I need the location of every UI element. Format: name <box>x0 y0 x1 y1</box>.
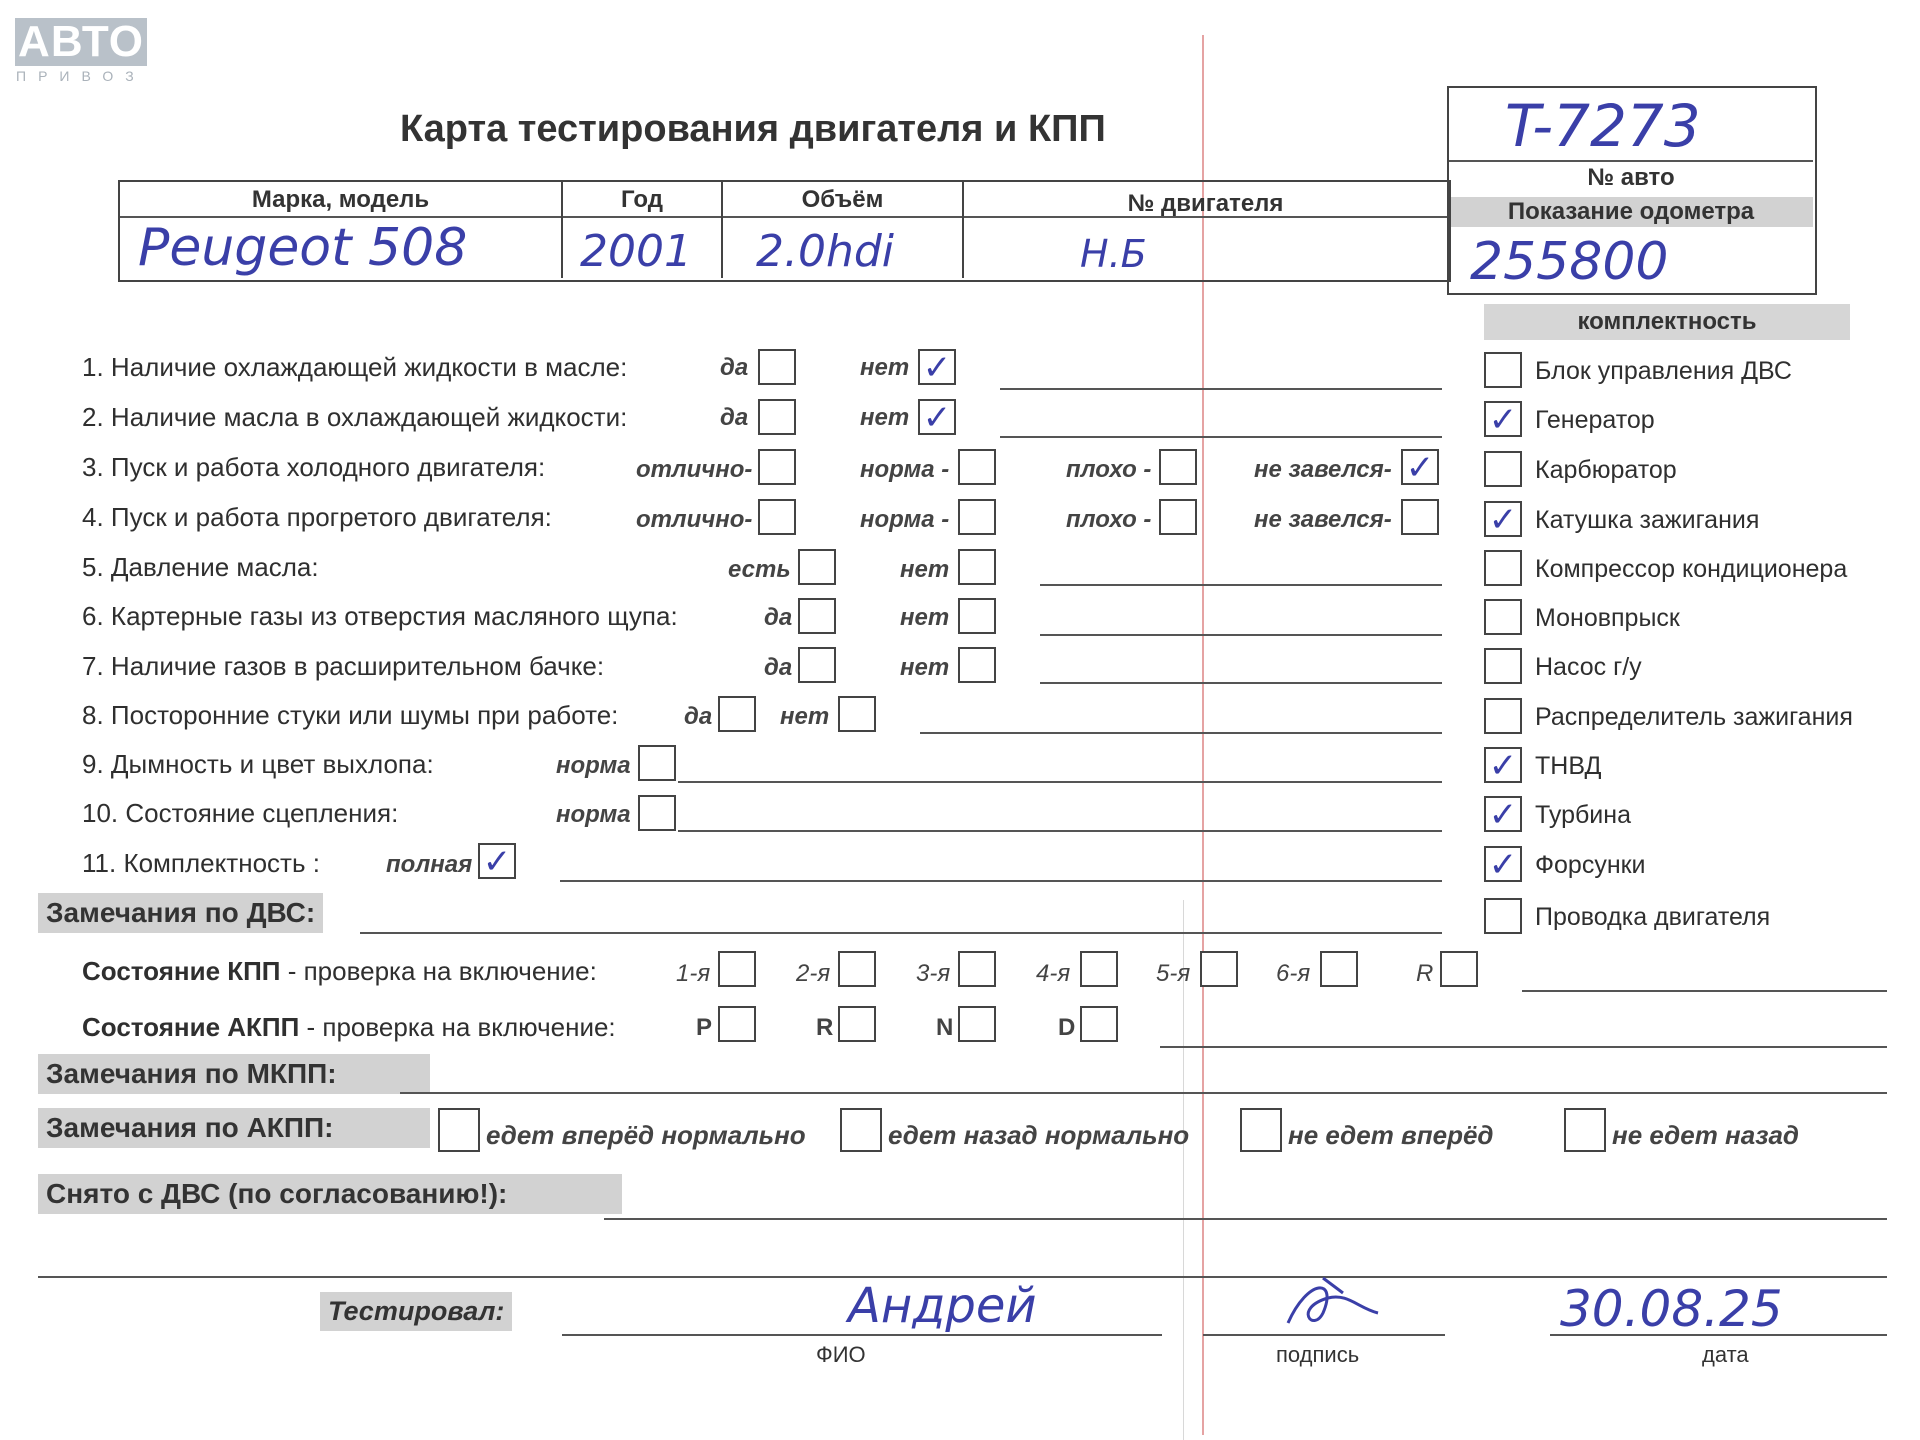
checkbox-auto-r[interactable] <box>838 1006 876 1042</box>
gear-label: D <box>1058 1014 1076 1041</box>
checkbox-completeness-8[interactable] <box>1484 698 1522 734</box>
option-normal: норма - <box>860 456 950 483</box>
checkbox-q8-yes[interactable] <box>718 696 756 732</box>
completeness-item: Генератор <box>1535 406 1655 434</box>
checkbox-q3-excellent[interactable] <box>758 449 796 485</box>
tested-by-label: Тестировал: <box>320 1292 512 1331</box>
checkbox-gear-5[interactable] <box>1200 951 1238 987</box>
checkbox-akpp-no-forward[interactable] <box>1240 1108 1282 1152</box>
checkbox-auto-n[interactable] <box>958 1006 996 1042</box>
completeness-item: Насос г/у <box>1535 653 1642 681</box>
option-yes: да <box>720 404 749 431</box>
option-norm: норма <box>556 752 631 779</box>
checkbox-q11-full[interactable]: ✓ <box>478 843 516 879</box>
completeness-item: Карбюратор <box>1535 456 1677 484</box>
divider <box>1449 160 1813 162</box>
answer-line <box>1000 436 1442 438</box>
logo: АВТО <box>15 18 147 66</box>
checkbox-q4-normal[interactable] <box>958 499 996 535</box>
completeness-item: Моновпрыск <box>1535 604 1680 632</box>
car-number-value: T-7273 <box>1505 92 1701 160</box>
question-8: 8. Посторонние стуки или шумы при работе: <box>82 700 619 730</box>
checkbox-auto-d[interactable] <box>1080 1006 1118 1042</box>
checkbox-q9-norm[interactable] <box>638 745 676 781</box>
odometer-value: 255800 <box>1470 232 1669 292</box>
completeness-item: Катушка зажигания <box>1535 506 1760 534</box>
option-no: нет <box>860 404 910 431</box>
remarks-akpp-label: Замечания по АКПП: <box>38 1108 430 1148</box>
checkbox-q7-yes[interactable] <box>798 647 836 683</box>
checkbox-completeness-12[interactable] <box>1484 898 1522 934</box>
completeness-item: Распределитель зажигания <box>1535 703 1853 731</box>
gear-label: 5-я <box>1156 960 1191 987</box>
answer-line <box>1000 388 1442 390</box>
checkbox-q8-no[interactable] <box>838 696 876 732</box>
car-number-label: № авто <box>1587 164 1675 191</box>
answer-line <box>678 830 1442 832</box>
checkbox-completeness-5[interactable] <box>1484 550 1522 586</box>
checkbox-gear-1[interactable] <box>718 951 756 987</box>
model-value: Peugeot 508 <box>138 218 468 278</box>
checkbox-completeness-11[interactable]: ✓ <box>1484 846 1522 882</box>
date-value: 30.08.25 <box>1560 1280 1783 1338</box>
akpp-option: не едет назад <box>1612 1120 1800 1150</box>
question-5: 5. Давление масла: <box>82 552 319 582</box>
remarks-line <box>400 1092 1887 1094</box>
checkbox-q6-no[interactable] <box>958 598 996 634</box>
checkbox-completeness-4[interactable]: ✓ <box>1484 501 1522 537</box>
option-no: нет <box>860 354 910 381</box>
header-col-year: Год <box>621 186 663 213</box>
option-bad: плохо - <box>1066 506 1152 533</box>
header-col-volume: Объём <box>801 186 884 213</box>
checkbox-q4-not-started[interactable] <box>1401 499 1439 535</box>
question-11: 11. Комплектность : <box>82 848 320 878</box>
completeness-item: Блок управления ДВС <box>1535 357 1792 385</box>
date-caption: дата <box>1702 1342 1749 1367</box>
checkbox-completeness-6[interactable] <box>1484 599 1522 635</box>
checkbox-gear-4[interactable] <box>1080 951 1118 987</box>
question-6: 6. Картерные газы из отверстия масляного щупа: <box>82 601 678 631</box>
option-full: полная <box>386 851 473 878</box>
checkbox-akpp-back-ok[interactable] <box>840 1108 882 1152</box>
completeness-item: Проводка двигателя <box>1535 903 1771 931</box>
option-present: есть <box>728 556 791 583</box>
answer-line <box>920 732 1442 734</box>
checkbox-gear-3[interactable] <box>958 951 996 987</box>
remarks-line <box>360 932 1442 934</box>
gear-label: 6-я <box>1276 960 1311 987</box>
akpp-option: не едет вперёд <box>1288 1120 1494 1150</box>
signature-drawing <box>1268 1268 1398 1338</box>
option-not-started: не завелся- <box>1254 506 1392 533</box>
option-excellent: отлично- <box>636 506 753 533</box>
checkbox-q5-no[interactable] <box>958 549 996 585</box>
volume-value: 2.0hdi <box>756 226 895 277</box>
checkbox-q6-yes[interactable] <box>798 598 836 634</box>
checkbox-akpp-forward-ok[interactable] <box>438 1108 480 1152</box>
question-7: 7. Наличие газов в расширительном бачке: <box>82 651 605 681</box>
question-9: 9. Дымность и цвет выхлопа: <box>82 749 434 779</box>
checkbox-akpp-no-back[interactable] <box>1564 1108 1606 1152</box>
engine-number-value: Н.Б <box>1080 232 1147 276</box>
option-norm: норма <box>556 801 631 828</box>
checkbox-gear-6[interactable] <box>1320 951 1358 987</box>
odometer-label: Показание одометра <box>1449 197 1813 227</box>
checkbox-q3-not-started[interactable]: ✓ <box>1401 449 1439 485</box>
checkbox-q4-bad[interactable] <box>1159 499 1197 535</box>
header-col-model: Марка, модель <box>251 186 430 213</box>
question-2: 2. Наличие масла в охлаждающей жидкости: <box>82 402 628 432</box>
checkbox-q10-norm[interactable] <box>638 795 676 831</box>
question-3: 3. Пуск и работа холодного двигателя: <box>82 452 546 482</box>
completeness-title: комплектность <box>1484 304 1850 340</box>
checkbox-auto-p[interactable] <box>718 1006 756 1042</box>
gear-label: 2-я <box>796 960 831 987</box>
option-no: нет <box>900 654 950 681</box>
gear-label: 4-я <box>1036 960 1071 987</box>
checkbox-q7-no[interactable] <box>958 647 996 683</box>
checkbox-completeness-9[interactable]: ✓ <box>1484 747 1522 783</box>
question-4: 4. Пуск и работа прогретого двигателя: <box>82 502 552 532</box>
gear-label: N <box>936 1014 954 1041</box>
option-yes: да <box>720 354 749 381</box>
option-no: нет <box>900 556 950 583</box>
option-no: нет <box>780 703 830 730</box>
year-value: 2001 <box>580 226 692 277</box>
checkbox-completeness-10[interactable]: ✓ <box>1484 796 1522 832</box>
option-yes: да <box>764 604 793 631</box>
remarks-dvs-label: Замечания по ДВС: <box>38 893 323 933</box>
page-title: Карта тестирования двигателя и КПП <box>400 108 1106 150</box>
checkbox-q1-yes[interactable] <box>758 349 796 385</box>
completeness-item: Компрессор кондиционера <box>1535 555 1848 583</box>
answer-line <box>1040 584 1442 586</box>
option-no: нет <box>900 604 950 631</box>
question-10: 10. Состояние сцепления: <box>82 798 399 828</box>
name-caption: ФИО <box>816 1342 866 1367</box>
tester-name: Андрей <box>848 1278 1037 1334</box>
gear-label: P <box>696 1014 713 1041</box>
option-yes: да <box>684 703 713 730</box>
checkbox-q2-no[interactable]: ✓ <box>918 399 956 435</box>
akpp-option: едет вперёд нормально <box>486 1120 806 1150</box>
completeness-item: Турбина <box>1535 801 1631 829</box>
option-normal: норма - <box>860 506 950 533</box>
answer-line <box>1040 634 1442 636</box>
checkbox-q2-yes[interactable] <box>758 399 796 435</box>
checkbox-completeness-1[interactable] <box>1484 352 1522 388</box>
kpp-check-label: Состояние КПП - проверка на включение: <box>82 956 597 986</box>
question-1: 1. Наличие охлаждающей жидкости в масле: <box>82 352 628 382</box>
answer-line <box>678 781 1442 783</box>
completeness-item: ТНВД <box>1535 752 1602 780</box>
option-yes: да <box>764 654 793 681</box>
answer-line <box>560 880 1442 882</box>
answer-line <box>1040 682 1442 684</box>
removed-label: Снято с ДВС (по согласованию!): <box>38 1174 622 1214</box>
option-not-started: не завелся- <box>1254 456 1392 483</box>
checkbox-q1-no[interactable]: ✓ <box>918 349 956 385</box>
checkbox-gear-2[interactable] <box>838 951 876 987</box>
checkbox-q4-excellent[interactable] <box>758 499 796 535</box>
option-excellent: отлично- <box>636 456 753 483</box>
gear-label: R <box>816 1014 834 1041</box>
checkbox-completeness-3[interactable] <box>1484 451 1522 487</box>
akpp-line <box>1160 1046 1887 1048</box>
checkbox-q5-present[interactable] <box>798 549 836 585</box>
logo-subtitle: ПРИВОЗ <box>16 68 146 84</box>
checkbox-q3-bad[interactable] <box>1159 449 1197 485</box>
removed-line <box>604 1218 1887 1220</box>
gear-label: 1-я <box>676 960 711 987</box>
checkbox-q3-normal[interactable] <box>958 449 996 485</box>
remarks-mkpp-label: Замечания по МКПП: <box>38 1054 430 1094</box>
checkbox-gear-r[interactable] <box>1440 951 1478 987</box>
header-col-engine-number: № двигателя <box>1127 190 1284 217</box>
name-line <box>562 1334 1162 1336</box>
akpp-check-label: Состояние АКПП - проверка на включение: <box>82 1012 616 1042</box>
checkbox-completeness-7[interactable] <box>1484 648 1522 684</box>
kpp-line <box>1522 990 1887 992</box>
option-bad: плохо - <box>1066 456 1152 483</box>
completeness-item: Форсунки <box>1535 851 1646 879</box>
akpp-option: едет назад нормально <box>888 1120 1190 1150</box>
gear-label: R <box>1416 960 1434 987</box>
signature-caption: подпись <box>1276 1342 1360 1367</box>
checkbox-completeness-2[interactable]: ✓ <box>1484 401 1522 437</box>
gear-label: 3-я <box>916 960 951 987</box>
